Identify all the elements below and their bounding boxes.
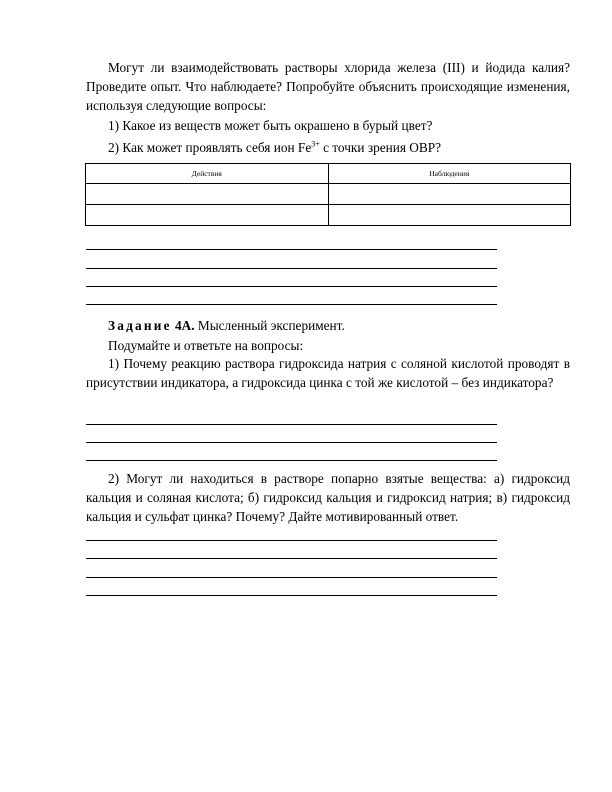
answer-line[interactable]: [86, 286, 497, 287]
answer-line[interactable]: [86, 558, 497, 559]
question-1: 1) Какое из веществ может быть окрашено в бурый цвет?: [108, 118, 433, 133]
question-2-prefix: 2) Как может проявлять себя ион Fe: [108, 140, 312, 155]
table-cell[interactable]: [328, 205, 571, 226]
answer-line[interactable]: [86, 577, 497, 578]
answer-line[interactable]: [86, 442, 497, 443]
answer-line[interactable]: [86, 595, 497, 596]
answer-line[interactable]: [86, 268, 497, 269]
question-2: [108, 138, 570, 157]
table-cell[interactable]: [86, 184, 329, 205]
task-question-2: 2) Могут ли находиться в растворе попарно взятые вещества: а) гидроксид кальция и соляная кислота; б) гидроксид кальция и гидроксид натрия; в) гидроксид кальция и сульфат цинка? Почему? Дайте мотивированный ответ.: [86, 471, 570, 524]
task-label: Задание: [108, 318, 172, 333]
answer-line[interactable]: [86, 540, 497, 541]
task-title: Мысленный эксперимент.: [194, 318, 345, 333]
table-cell[interactable]: [328, 184, 571, 205]
iron-ion-charge: 3+: [311, 139, 320, 149]
answer-line[interactable]: [86, 460, 497, 461]
header-actions: Действия: [86, 164, 329, 184]
table-header-row: [86, 164, 571, 184]
observation-table: [85, 163, 571, 226]
answer-line[interactable]: [86, 424, 497, 425]
task-number: 4А.: [171, 318, 195, 333]
instruction: Подумайте и ответьте на вопросы:: [108, 338, 304, 353]
answer-line[interactable]: [86, 249, 497, 250]
question-2-suffix: с точки зрения ОВР?: [319, 140, 442, 155]
table-row: [86, 184, 571, 205]
intro-paragraph: Могут ли взаимодействовать растворы хлорида железа (III) и йодида калия? Проведите опыт. Что наблюдаете? Попробуйте объяснить происходящие изменения, используя следующие вопросы:: [86, 60, 570, 113]
table-cell[interactable]: [86, 205, 329, 226]
table-row: [86, 205, 571, 226]
answer-line[interactable]: [86, 304, 497, 305]
task-heading: [108, 316, 570, 335]
task-question-1: 1) Почему реакцию раствора гидроксида натрия с соляной кислотой проводят в присутствии индикатора, а гидроксида цинка с той же кислотой – без индикатора?: [86, 356, 570, 390]
header-observations: Наблюдения: [328, 164, 571, 184]
